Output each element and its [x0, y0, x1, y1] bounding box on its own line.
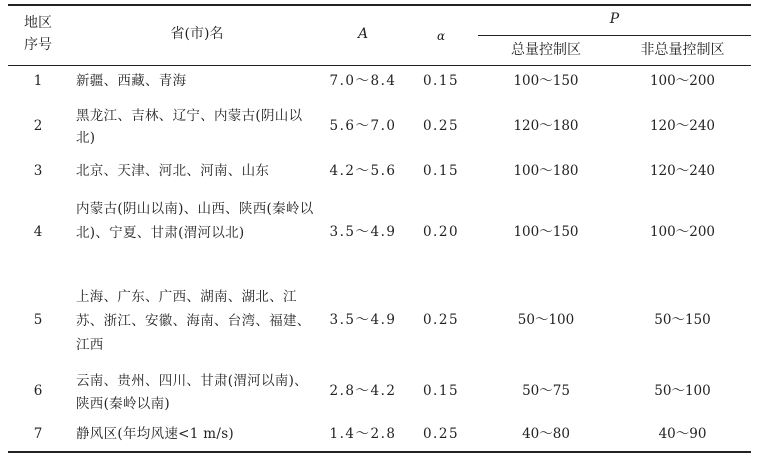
row-3-total: 100～180 — [513, 163, 579, 179]
row-1-alpha: 0.15 — [422, 73, 460, 89]
row-6-total: 50～75 — [522, 383, 570, 399]
row-1-non-total: 100～200 — [649, 73, 716, 89]
row-7-alpha: 0.25 — [422, 426, 460, 442]
row-5-non-total: 50～150 — [654, 312, 711, 328]
row-3-province: 北京、天津、河北、河南、山东 — [76, 163, 270, 179]
row-5-province: 上海、广东、广西、湖南、湖北、江苏、浙江、安徽、海南、台湾、福建、江西 — [76, 289, 311, 353]
row-1-A: 7.0～8.4 — [329, 73, 397, 89]
table-bottom-rule — [8, 451, 751, 453]
row-6-province: 云南、贵州、四川、甘肃(渭河以南)、陕西(秦岭以南) — [76, 373, 308, 412]
row-3-non-total: 120～240 — [649, 163, 716, 179]
row-6-non-total: 50～100 — [654, 383, 711, 399]
row-4-A: 3.5～4.9 — [329, 224, 397, 240]
row-4-non-total: 100～200 — [649, 224, 716, 240]
row-5-no: 5 — [33, 312, 43, 328]
row-2-A: 5.6～7.0 — [329, 118, 397, 134]
row-5-total: 50～100 — [517, 312, 575, 328]
row-2-no: 2 — [33, 118, 43, 134]
row-2-province: 黑龙江、吉林、辽宁、内蒙古(阴山以北) — [76, 108, 303, 146]
row-4-province: 内蒙古(阴山以南)、山西、陕西(秦岭以北)、宁夏、甘肃(渭河以北) — [76, 201, 314, 241]
table-top-rule — [8, 4, 751, 6]
row-1-total: 100～150 — [513, 73, 579, 89]
row-6-A: 2.8～4.2 — [329, 383, 397, 399]
header-P: P — [609, 11, 620, 27]
row-3-no: 3 — [33, 163, 43, 179]
p-header-rule — [478, 35, 751, 36]
row-4-alpha: 0.20 — [422, 224, 460, 240]
row-2-total: 120～180 — [513, 118, 579, 134]
header-A: A — [357, 26, 369, 42]
row-6-no: 6 — [33, 383, 43, 399]
row-7-total: 40～80 — [522, 426, 570, 442]
row-7-province: 静风区(年均风速<1 m/s) — [76, 426, 235, 442]
row-6-alpha: 0.15 — [422, 383, 460, 399]
row-4-total: 100～150 — [513, 224, 579, 240]
row-2-non-total: 120～240 — [649, 118, 716, 134]
row-1-province: 新疆、西藏、青海 — [76, 73, 187, 89]
row-3-A: 4.2～5.6 — [329, 163, 397, 179]
row-5-A: 3.5～4.9 — [329, 312, 397, 328]
row-2-alpha: 0.25 — [422, 118, 460, 134]
header-alpha: α — [436, 29, 446, 43]
header-bottom-rule — [8, 65, 751, 66]
header-region-no: 地区 序号 — [24, 15, 52, 53]
row-7-non-total: 40～90 — [658, 426, 707, 442]
row-7-A: 1.4～2.8 — [329, 426, 397, 442]
row-4-no: 4 — [33, 224, 43, 240]
header-province: 省(市)名 — [170, 26, 224, 42]
row-3-alpha: 0.15 — [422, 163, 460, 179]
row-5-alpha: 0.25 — [422, 312, 460, 328]
header-total-control: 总量控制区 — [511, 42, 581, 58]
row-7-no: 7 — [33, 426, 43, 442]
row-1-no: 1 — [33, 73, 43, 89]
header-non-total-control: 非总量控制区 — [640, 42, 725, 58]
